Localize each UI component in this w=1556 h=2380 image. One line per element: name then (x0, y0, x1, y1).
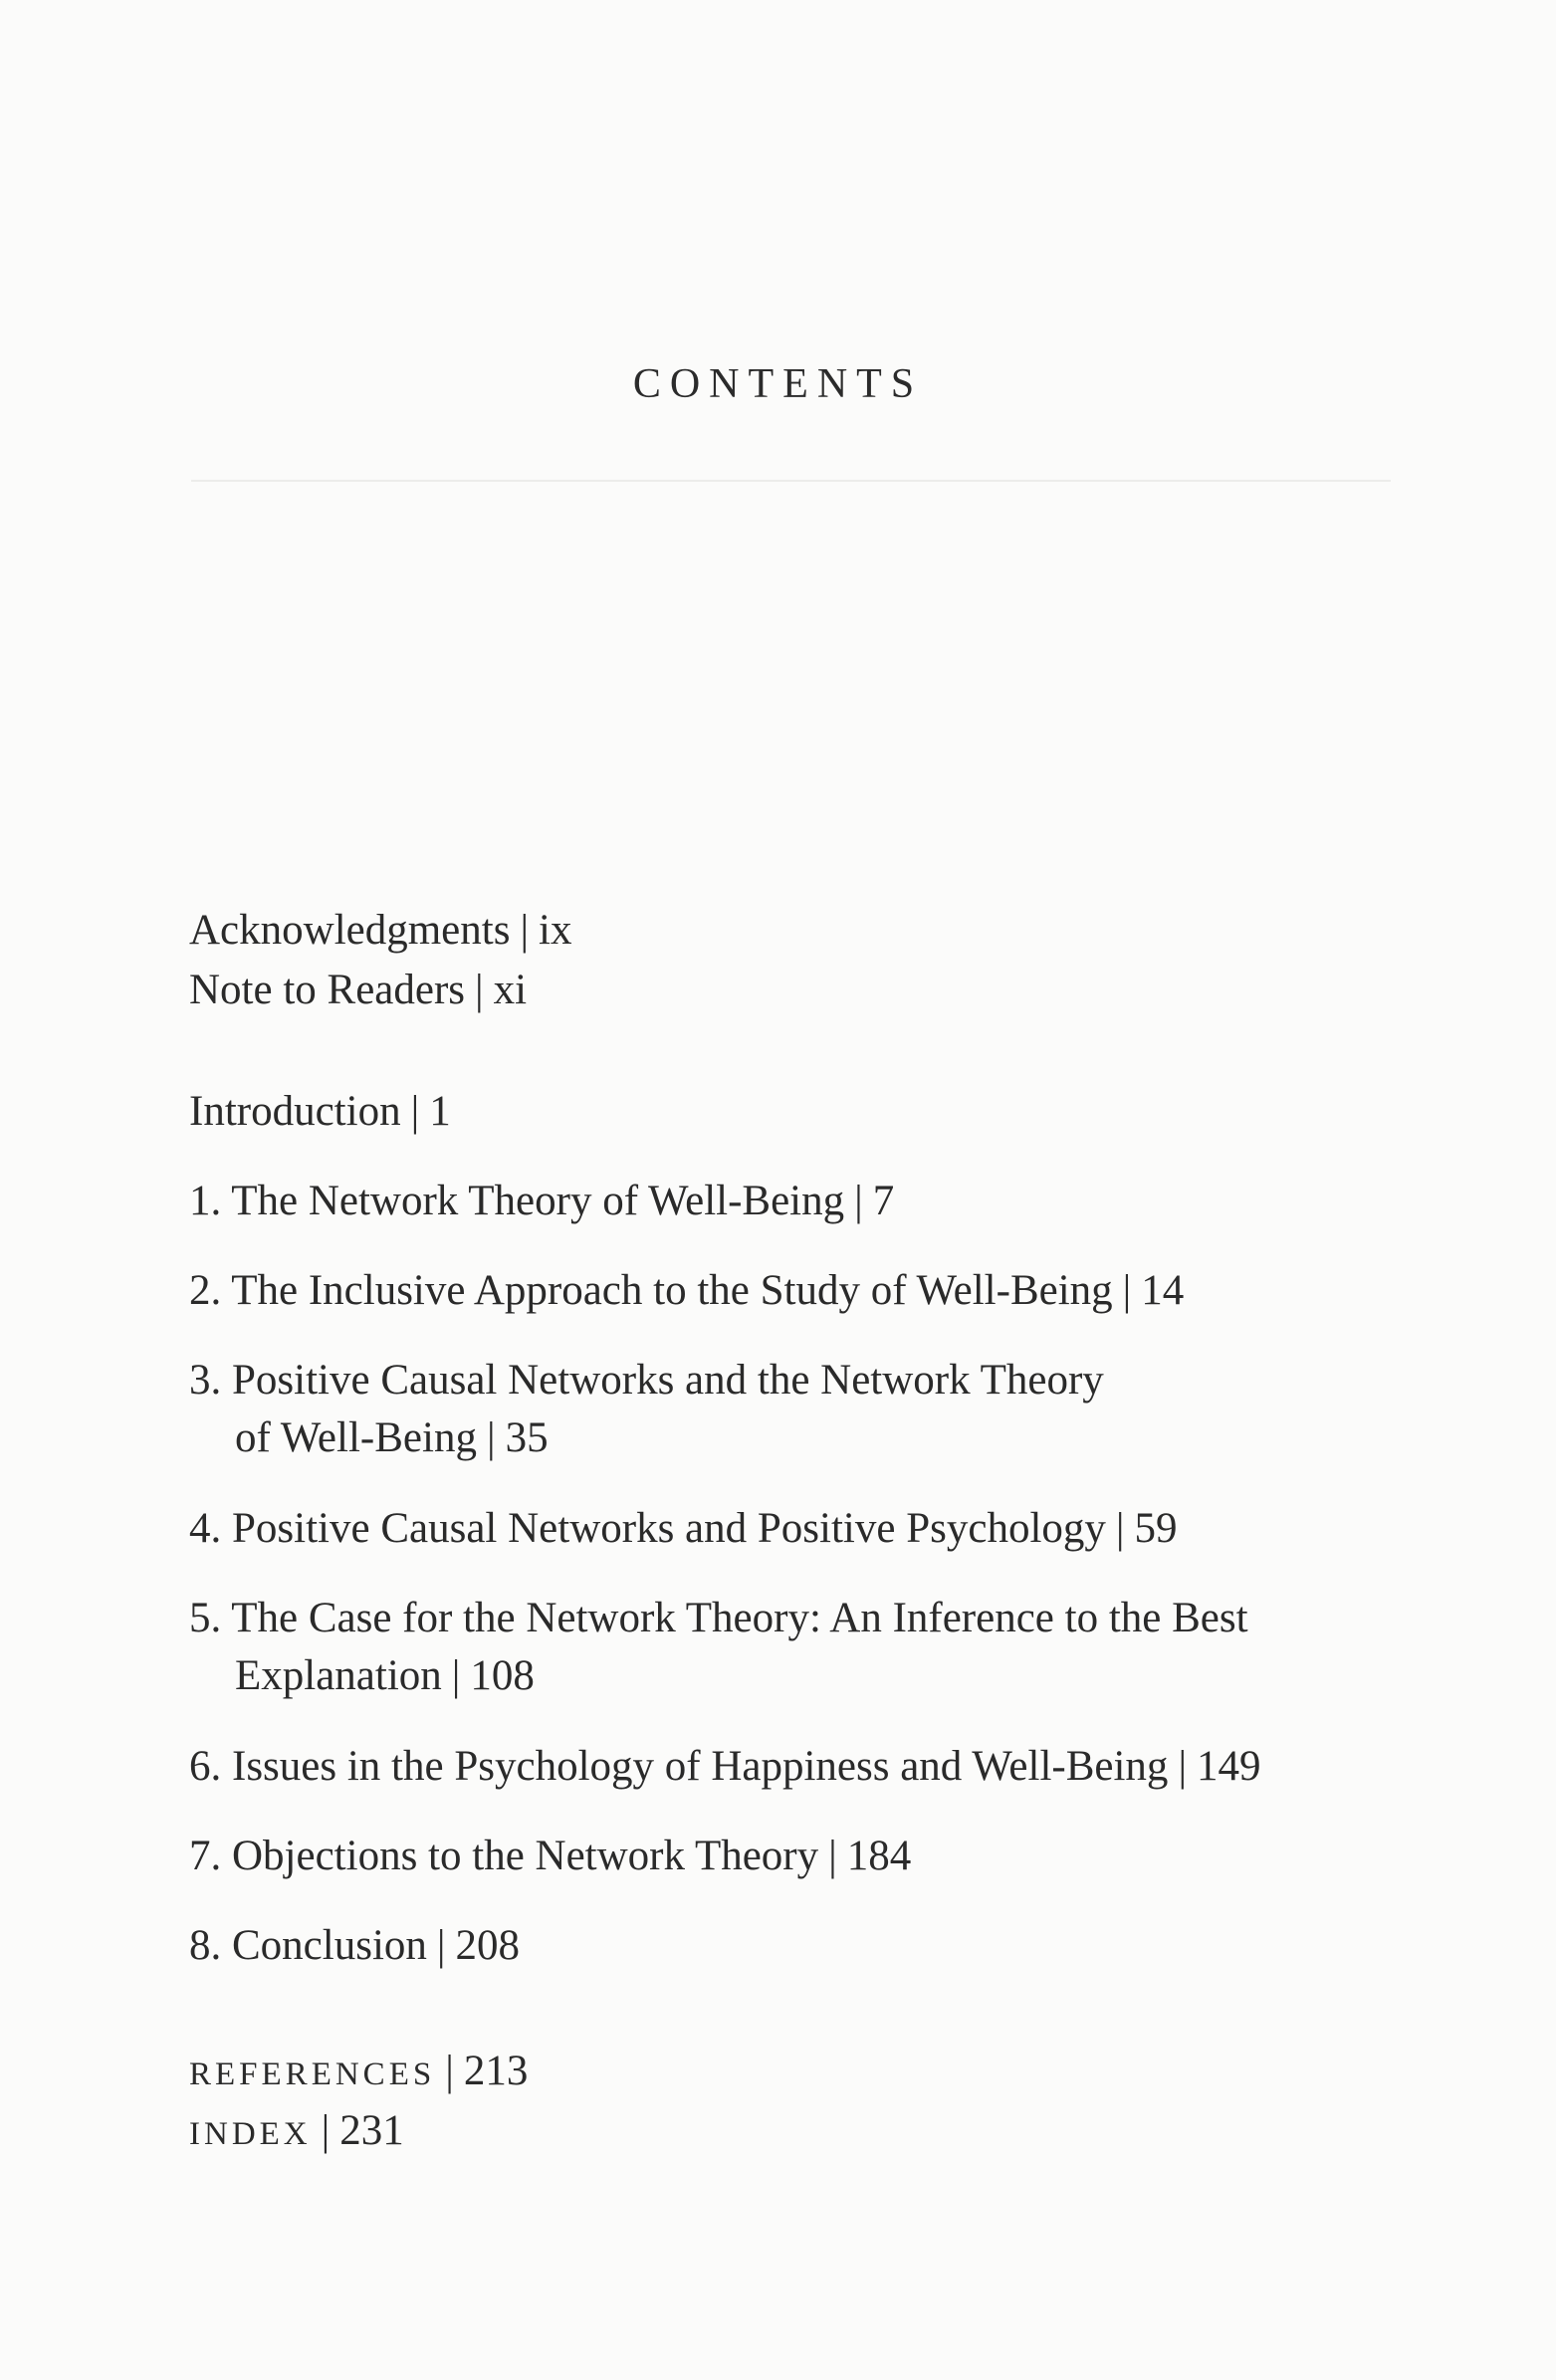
toc-entry-chapter-1[interactable] (189, 1173, 894, 1230)
separator: | (321, 2107, 331, 2154)
toc-entry-chapter-2[interactable] (189, 1262, 1184, 1320)
entry-title: Positive Causal Networks and the Network Theory (232, 1357, 1104, 1404)
chapter-number: 1. (189, 1178, 222, 1224)
title-divider (191, 480, 1391, 482)
entry-page: 108 (470, 1652, 535, 1699)
entry-page: 7 (872, 1178, 895, 1224)
chapter-number: 7. (189, 1833, 222, 1879)
entry-page: 14 (1141, 1267, 1185, 1314)
entry-page: 208 (455, 1922, 521, 1969)
chapter-number: 3. (189, 1357, 222, 1404)
entry-title: Issues in the Psychology of Happiness and Well-Being (232, 1743, 1169, 1790)
entry-title: REFERENCES (189, 2056, 436, 2092)
entry-title: Introduction (189, 1088, 401, 1135)
entry-page: 184 (846, 1833, 912, 1879)
entry-page: 213 (463, 2048, 529, 2094)
chapter-number: 6. (189, 1743, 222, 1790)
toc-entry-chapter-7[interactable] (189, 1828, 911, 1885)
toc-entry-references[interactable] (189, 2043, 528, 2103)
entry-title: Objections to the Network Theory (232, 1833, 819, 1879)
toc-entry-chapter-8[interactable] (189, 1917, 520, 1975)
entry-page: 231 (339, 2107, 404, 2154)
toc-entry-note-to-readers[interactable] (189, 962, 527, 1019)
chapter-number: 2. (189, 1267, 222, 1314)
toc-entry-chapter-5[interactable] (189, 1590, 1248, 1705)
entry-title-continued: Explanation (235, 1652, 442, 1699)
separator: | (1115, 1505, 1125, 1552)
separator: | (854, 1178, 863, 1224)
entry-page: 35 (505, 1414, 549, 1461)
separator: | (520, 907, 530, 954)
toc-entry-index[interactable] (189, 2102, 404, 2163)
separator: | (1178, 1743, 1188, 1790)
entry-page: 1 (429, 1088, 451, 1135)
entry-page: ix (539, 907, 572, 954)
chapter-number: 5. (189, 1595, 222, 1641)
separator: | (451, 1652, 461, 1699)
toc-entry-acknowledgments[interactable] (189, 902, 572, 960)
entry-page: 149 (1197, 1743, 1261, 1790)
entry-title: The Network Theory of Well-Being (231, 1178, 845, 1224)
separator: | (486, 1414, 496, 1461)
entry-title-continued: of Well-Being (235, 1414, 477, 1461)
separator: | (410, 1088, 420, 1135)
entry-title: Conclusion (232, 1922, 427, 1969)
entry-page: xi (493, 967, 528, 1013)
entry-title: Positive Causal Networks and Positive Psychology (232, 1505, 1106, 1552)
chapter-number: 8. (189, 1922, 222, 1969)
toc-entry-introduction[interactable] (189, 1083, 451, 1141)
entry-title: The Case for the Network Theory: An Inference to the Best (231, 1595, 1248, 1641)
separator: | (1122, 1267, 1132, 1314)
entry-page: 59 (1134, 1505, 1178, 1552)
toc-entry-chapter-4[interactable] (189, 1500, 1178, 1558)
page-title: CONTENTS (632, 361, 924, 407)
chapter-number: 4. (189, 1505, 222, 1552)
entry-title: Acknowledgments (189, 907, 511, 954)
entry-title: INDEX (189, 2116, 312, 2152)
toc-entry-chapter-6[interactable] (189, 1738, 1261, 1796)
separator: | (475, 967, 484, 1013)
entry-title: The Inclusive Approach to the Study of Well-Being (231, 1267, 1113, 1314)
separator: | (828, 1833, 837, 1879)
separator: | (445, 2048, 454, 2094)
toc-entry-chapter-3[interactable] (189, 1352, 1104, 1467)
entry-title: Note to Readers (189, 967, 466, 1013)
separator: | (436, 1922, 446, 1969)
